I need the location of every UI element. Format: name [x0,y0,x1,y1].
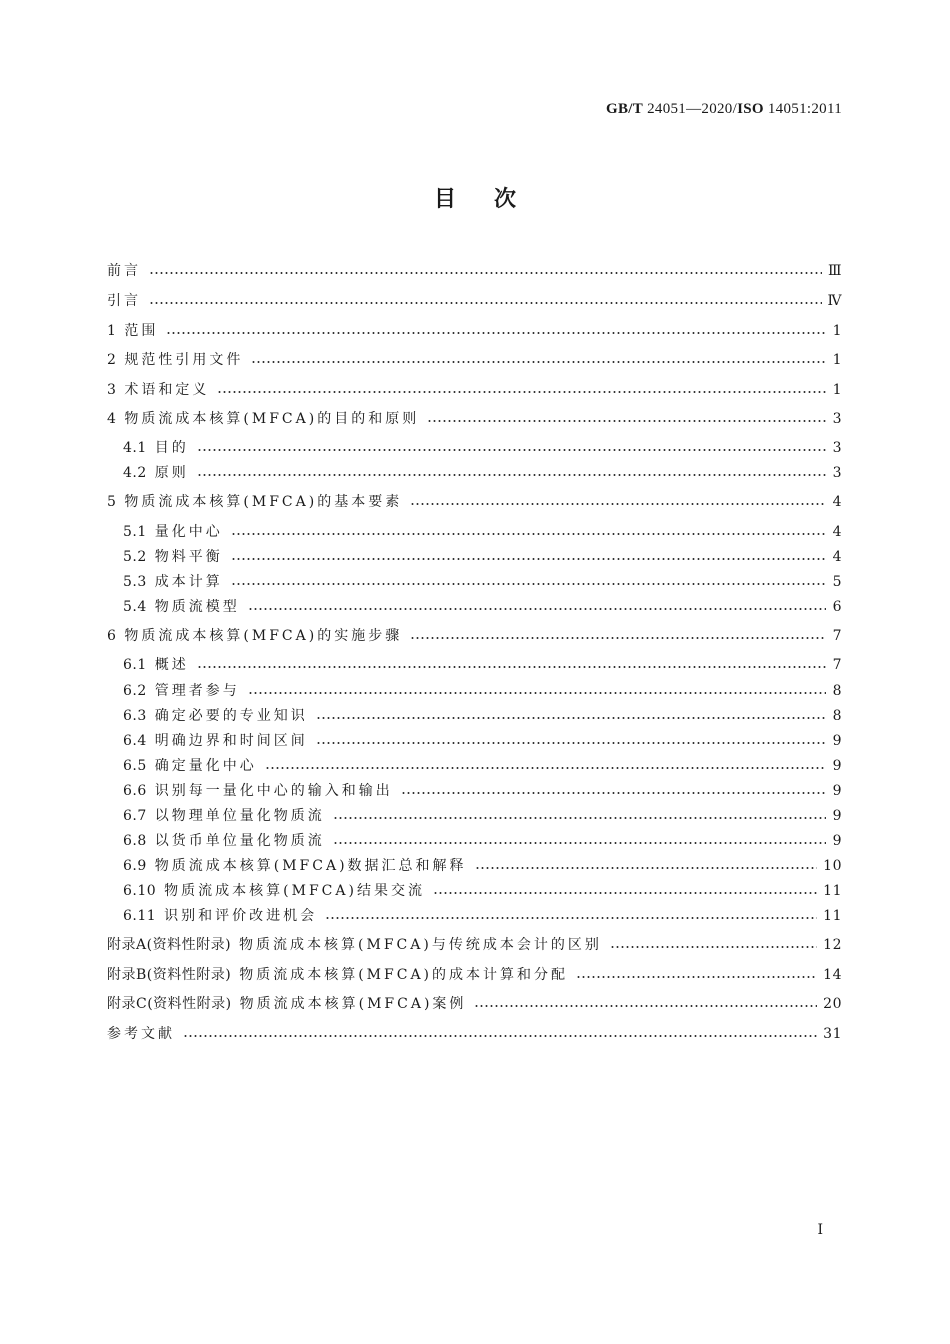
toc-entry-page: 9 [832,808,842,824]
toc-entry[interactable] [107,964,842,986]
toc-entry[interactable] [123,654,842,676]
dot-leader [149,271,822,275]
toc-entry-page: 4 [832,524,842,540]
toc-entry[interactable] [123,880,842,902]
toc-entry[interactable] [123,462,842,484]
iso-number: 14051:2011 [763,101,842,117]
toc-entry-page: 31 [823,1026,842,1042]
dot-leader [166,331,826,335]
toc-entry-title: 物质流成本核算(MFCA)案例 [239,996,467,1012]
toc-entry-page: 9 [832,783,842,799]
toc-entry-number: 6.1 [123,657,147,673]
toc-entry-number: 6.6 [123,783,147,799]
toc-entry-page: 3 [832,440,842,456]
toc-entry-page: 9 [832,833,842,849]
toc-entry[interactable] [107,320,842,342]
toc-entry-title: 量化中心 [154,524,223,540]
toc-entry[interactable] [107,1023,842,1045]
dot-leader [197,473,826,477]
toc-entry-number: 6.5 [123,758,147,774]
toc-entry-number: 6.11 [123,908,157,924]
toc-entry-page: 12 [823,937,842,953]
toc-entry-title: 识别和评价改进机会 [164,908,318,924]
toc-entry[interactable] [123,437,842,459]
toc-entry-number: 6.2 [123,683,147,699]
dot-leader [316,741,826,745]
toc-entry-number: 5.4 [123,599,147,615]
toc-entry-number: 4.1 [123,440,147,456]
toc-entry-number: 3 [107,382,117,398]
toc-entry-title: 术语和定义 [124,382,210,398]
toc-entry[interactable] [123,805,842,827]
toc-entry-page: 14 [823,967,842,983]
dot-leader [183,1034,817,1038]
toc-entry-page: 1 [832,382,842,398]
toc-entry-number: 5.1 [123,524,147,540]
toc-entry-title: 前言 [107,263,141,279]
toc-entry-page: 4 [832,494,842,510]
dot-leader [576,975,817,979]
dot-leader [316,716,826,720]
dot-leader [231,582,826,586]
toc-entry[interactable] [123,596,842,618]
toc-entry[interactable] [123,730,842,752]
toc-entry-page: 10 [823,858,842,874]
toc-entry-page: 20 [823,996,842,1012]
toc-entry[interactable] [123,830,842,852]
toc-entry-page: 4 [832,549,842,565]
toc-entry-number: 6.7 [123,808,147,824]
toc-entry-title: 以物理单位量化物质流 [154,808,325,824]
dot-leader [427,419,826,423]
toc-entry-number: 6 [107,628,117,644]
toc-entry-number: 6.9 [123,858,147,874]
toc-entry[interactable] [123,755,842,777]
toc-entry-title: 物质流成本核算(MFCA)与传统成本会计的区别 [239,937,602,953]
toc-entry[interactable] [123,905,842,927]
toc-entry-title: 以货币单位量化物质流 [154,833,325,849]
dot-leader [231,557,826,561]
toc-entry-number: 4.2 [123,465,147,481]
dot-leader [475,866,818,870]
toc-entry-title: 物质流成本核算(MFCA)的实施步骤 [124,628,403,644]
toc-entry[interactable] [123,546,842,568]
dot-leader [333,841,826,845]
toc-entry-number: 6.10 [123,883,157,899]
dot-leader [410,636,826,640]
dot-leader [231,532,826,536]
toc-entry-title: 物质流成本核算(MFCA)的成本计算和分配 [239,967,569,983]
page-folio: Ⅰ [817,1223,823,1238]
toc-entry[interactable] [123,855,842,877]
dot-leader [333,816,826,820]
toc-entry-page: 9 [832,758,842,774]
dot-leader [433,891,817,895]
dot-leader [197,665,826,669]
toc-entry-title: 物质流成本核算(MFCA)数据汇总和解释 [154,858,467,874]
toc-entry-page: 7 [832,628,842,644]
toc-entry[interactable] [107,625,842,647]
iso-prefix: ISO [737,101,764,117]
toc-entry-title: 明确边界和时间区间 [154,733,308,749]
toc-entry-title: 目的 [154,440,189,456]
toc-entry-title: 管理者参与 [154,683,240,699]
toc-entry-title: 规范性引用文件 [124,352,244,368]
toc-entry-number: 5.2 [123,549,147,565]
dot-leader [410,502,826,506]
toc-entry[interactable] [123,680,842,702]
dot-leader [401,791,826,795]
toc-entry-page: 9 [832,733,842,749]
toc-entry[interactable] [107,379,842,401]
toc-entry-title: 识别每一量化中心的输入和输出 [154,783,393,799]
dot-leader [217,390,826,394]
dot-leader [265,766,826,770]
dot-leader [610,945,817,949]
toc-entry-title: 引言 [107,293,141,309]
toc-entry-title: 物质流模型 [154,599,240,615]
toc-entry-title: 物质流成本核算(MFCA)的基本要素 [124,494,403,510]
toc-entry-page: 8 [832,683,842,699]
toc-entry-page: 6 [832,599,842,615]
toc-entry[interactable] [107,491,842,513]
toc-entry-page: 3 [832,465,842,481]
toc-entry-number: 4 [107,411,117,427]
toc-entry-number: 6.4 [123,733,147,749]
dot-leader [149,301,822,305]
dot-leader [248,607,826,611]
dot-leader [325,916,817,920]
toc-entry-page: Ⅲ [827,263,842,279]
toc-entry[interactable] [123,780,842,802]
toc-entry-title: 原则 [154,465,189,481]
toc-entry-page: 5 [832,574,842,590]
toc-entry[interactable] [107,349,842,371]
toc-entry-title: 概述 [154,657,189,673]
toc-entry-title: 确定必要的专业知识 [154,708,308,724]
toc-entry-page: 3 [832,411,842,427]
standard-number: 24051—2020/ [643,101,738,117]
toc-entry-number: 5.3 [123,574,147,590]
toc-entry-title: 物质流成本核算(MFCA)的目的和原则 [124,411,420,427]
toc-entry[interactable] [123,571,842,593]
toc-entry-page: 8 [832,708,842,724]
toc-entry-page: 11 [823,883,842,899]
toc-entry-title: 物料平衡 [154,549,223,565]
toc-entry[interactable] [107,260,842,282]
toc-entry[interactable] [107,934,842,956]
dot-leader [474,1004,817,1008]
toc-entry-number: 6.3 [123,708,147,724]
toc-entry-number: 1 [107,323,117,339]
toc-entry-number: 附录C(资料性附录) [107,996,232,1012]
page-title: 目次 [433,187,554,212]
toc-entry[interactable] [123,521,842,543]
dot-leader [197,448,826,452]
toc-entry-title: 参考文献 [107,1026,175,1042]
toc-entry[interactable] [107,408,842,430]
toc-entry-number: 附录B(资料性附录) [107,967,232,983]
dot-leader [251,360,826,364]
toc-entry-number: 6.8 [123,833,147,849]
toc-entry-title: 范围 [124,323,159,339]
toc-entry-number: 2 [107,352,117,368]
toc-entry-number: 5 [107,494,117,510]
standard-prefix: GB/T [606,101,644,117]
toc-entry-page: 1 [832,352,842,368]
toc-entry-title: 确定量化中心 [154,758,257,774]
toc-entry[interactable] [107,290,842,312]
toc-entry[interactable] [123,705,842,727]
dot-leader [248,691,826,695]
toc-entry-page: Ⅳ [827,293,842,309]
toc-entry-title: 成本计算 [154,574,223,590]
toc-entry[interactable] [107,993,842,1015]
toc-entry-page: 7 [832,657,842,673]
toc-entry-page: 11 [823,908,842,924]
toc-entry-page: 1 [832,323,842,339]
toc-entry-number: 附录A(资料性附录) [107,937,232,953]
toc-entry-title: 物质流成本核算(MFCA)结果交流 [164,883,425,899]
